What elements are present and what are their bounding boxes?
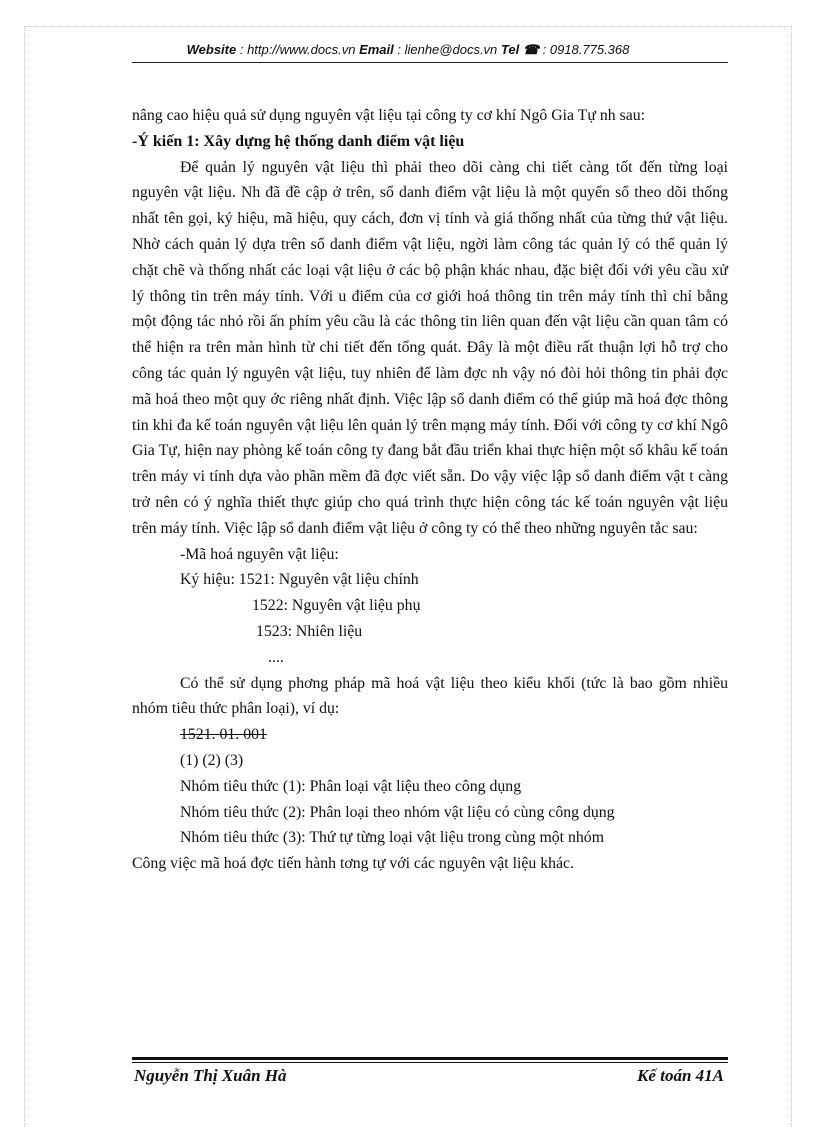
footer-divider-thick (132, 1057, 728, 1060)
ellipsis-line: .... (268, 648, 284, 666)
header-divider (132, 62, 728, 63)
document-body (132, 103, 728, 877)
website-label: Website (186, 42, 237, 57)
closing-line: Công việc mã hoá đợc tiến hành tơng tự với các nguyên vật liệu khác. (132, 855, 575, 873)
criteria-line-2: Nhóm tiêu thức (2): Phân loại theo nhóm vật liệu có cùng công dụng (180, 803, 615, 821)
coding-line: -Mã hoá nguyên vật liệu: (180, 545, 339, 563)
main-paragraph: Để quản lý nguyên vật liệu thì phải theo dõi càng chi tiết càng tốt đến từng loại nguyên vật liệu. Nh đã đề cập ở trên, sổ danh điểm vật liệu là một quyển sổ theo dõi thống nhất tên gọi, ký hiệu, mã hiệu, quy cách, đơn vị tính và giá thống nhất của từng thứ vật liệu. Nhờ cách quản lý dựa trên sổ danh điểm vật liệu, ngời làm công tác quản lý có thể quản lý chặt chẽ và thống nhất các loại vật liệu ở các bộ phận khác nhau, đặc biệt đối với yêu cầu xử lý thông tin trên máy tính. Với u điểm của cơ giới hoá thông tin trên máy tính thì chỉ bằng một động tác nhỏ rồi ấn phím yêu cầu là các thông tin liên quan đến vật liệu cần quan tâm có thể hiện ra trên màn hình từ chi tiết đến tổng quát. Đây là một điều rất thuận lợi hỗ trợ cho công tác quản lý nguyên vật liệu, tuy nhiên để làm đợc nh vậy nó đòi hỏi thông tin phải đợc mã hoá theo một quy ớc riêng nhất định. Việc lập sổ danh điểm có thể giúp mã hoá đợc thông tin khi đa kế toán nguyên vật liệu lên quản lý trên mạng máy tính. Đối với công ty cơ khí Ngô Gia Tự, hiện nay phòng kế toán công ty đang bắt đầu triển khai thực hiện một số khâu kế toán trên máy vi tính dựa vào phần mềm đã đợc viết sẵn. Do vậy việc lập sổ danh điểm vật t càng trở nên có ý nghĩa thiết thực giúp cho quá trình thực hiện công tác kế toán nguyên vật liệu trên máy tính. Việc lập sổ danh điểm vật liệu ở công ty có thể theo những nguyên tắc sau: (132, 158, 728, 537)
page-header (0, 42, 816, 58)
footer-class: Kế toán 41A (637, 1066, 724, 1085)
example-code: 1521. 01. 001 (180, 726, 267, 744)
symbol-line-1521: Ký hiệu: 1521: Nguyên vật liệu chính (180, 571, 419, 589)
footer-divider-thin (132, 1062, 728, 1063)
intro-paragraph: nâng cao hiệu quả sử dụng nguyên vật liệu tại công ty cơ khí Ngô Gia Tự nh sau: (132, 107, 646, 124)
example-code-index: (1) (2) (3) (180, 751, 244, 769)
criteria-line-3: Nhóm tiêu thức (3): Thứ tự từng loại vật liệu trong cùng một nhóm (180, 829, 604, 847)
symbol-line-1522: 1522: Nguyên vật liệu phụ (252, 597, 421, 615)
website-value: : http://www.docs.vn (236, 42, 360, 57)
tel-value: : 0918.775.368 (539, 42, 630, 57)
criteria-line-1: Nhóm tiêu thức (1): Phân loại vật liệu theo công dụng (180, 777, 522, 795)
footer-author: Nguyễn Thị Xuân Hà (134, 1066, 287, 1085)
symbol-line-1523: 1523: Nhiên liệu (256, 622, 363, 640)
section-heading: -Ý kiến 1: Xây dựng hệ thống danh điểm vật liệu (132, 132, 465, 150)
email-value: : lienhe@docs.vn (393, 42, 501, 57)
email-label: Email (359, 42, 394, 57)
block-coding-paragraph: Có thể sử dụng phơng pháp mã hoá vật liệu theo kiểu khối (tức là bao gồm nhiều nhóm tiêu thức phân loại), ví dụ: (132, 674, 728, 718)
tel-label: Tel ☎ (500, 42, 540, 57)
